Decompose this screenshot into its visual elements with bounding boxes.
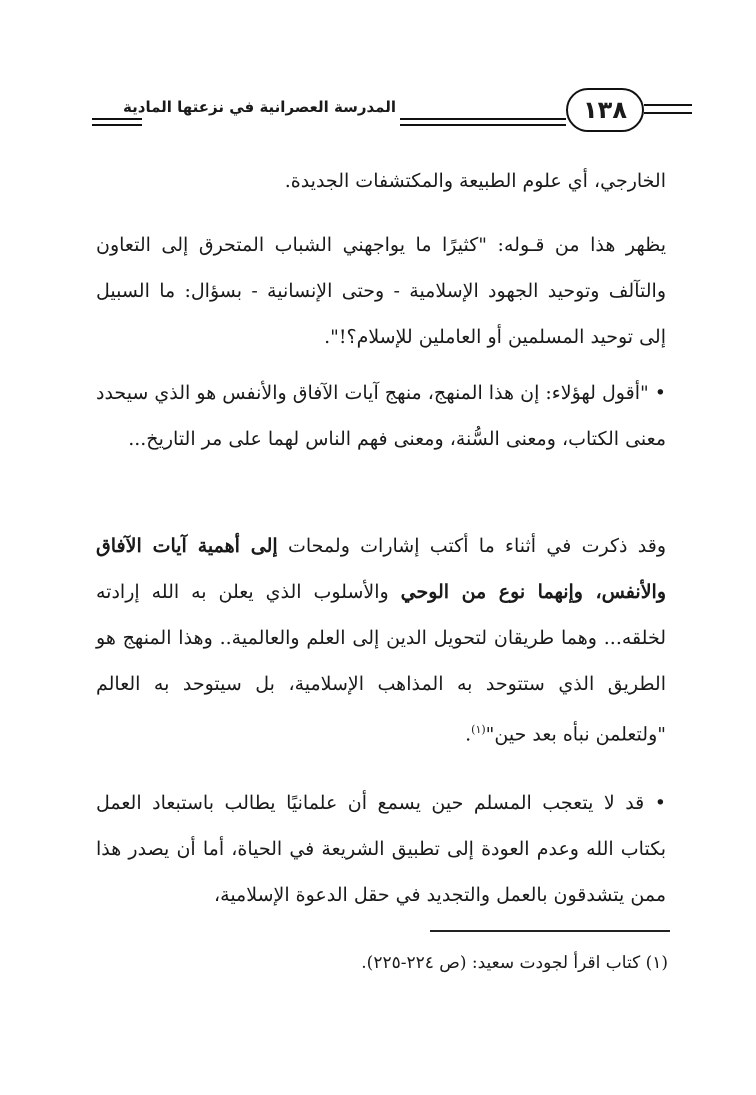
header-rule-right	[644, 104, 692, 114]
paragraph-3-text: "أقول لهؤلاء: إن هذا المنهج، منهج آيات الآفاق والأنفس هو الذي سيحدد معنى الكتاب، ومعنى السُّنة، ومعنى فهم الناس لهما على مر التاريخ...	[96, 382, 666, 450]
bullet-icon: •	[654, 792, 666, 814]
paragraph-2: يظهر هذا من قـوله: "كثيرًا ما يواجهني الشباب المتحرق إلى التعاون والتآلف وتوحيد الجهود الإسلامية - وحتى الإنسانية - بسؤال: ما السبيل إلى توحيد المسلمين أو العاملين للإسلام؟!".	[96, 234, 666, 348]
paragraph-4-end: .	[465, 723, 472, 746]
footnote-divider	[430, 930, 670, 932]
paragraph-4-rest: والأسلوب الذي يعلن به الله إرادته لخلقه... وهما طريقان لتحويل الدين إلى العلم والعالمية.. وهذا المنهج هو الطريق الذي ستتوحد به المذاهب الإسلامية، بل سيتوحد به العالم "ولتعلمن نبأه بعد حين"	[96, 581, 666, 746]
bullet-icon: •	[654, 382, 666, 404]
header-rule-left	[92, 118, 142, 126]
paragraph-5	[96, 780, 666, 918]
page-number-oval	[566, 88, 644, 132]
running-title: المدرسة العصرانية في نزعتها المادية	[123, 98, 396, 116]
paragraph-1: الخارجي، أي علوم الطبيعة والمكتشفات الجديدة.	[284, 170, 666, 192]
paragraph-4	[96, 523, 666, 757]
page-number: ١٣٨	[583, 96, 627, 124]
paragraph-4-emphasis: إلى أهمية آيات الآفاق والأنفس، وإنهما نوع من الوحي	[96, 535, 666, 603]
footnote: (١) كتاب اقرأ لجودت سعيد: (ص ٢٢٤-٢٢٥).	[361, 953, 668, 973]
paragraph-5-text: قد لا يتعجب المسلم حين يسمع أن علمانيًا يطالب باستبعاد العمل بكتاب الله وعدم العودة إلى تطبيق الشريعة في الحياة، أما أن يصدر هذا ممن يتشدقون بالعمل والتجديد في حقل الدعوة الإسلامية،	[96, 792, 666, 906]
page-header	[0, 0, 756, 160]
paragraph-3	[96, 370, 666, 462]
footnote-reference: (١)	[471, 723, 486, 736]
paragraph-4-start: وقد ذكرت في أثناء ما أكتب إشارات ولمحات	[287, 535, 666, 557]
header-rule-middle	[400, 118, 566, 126]
